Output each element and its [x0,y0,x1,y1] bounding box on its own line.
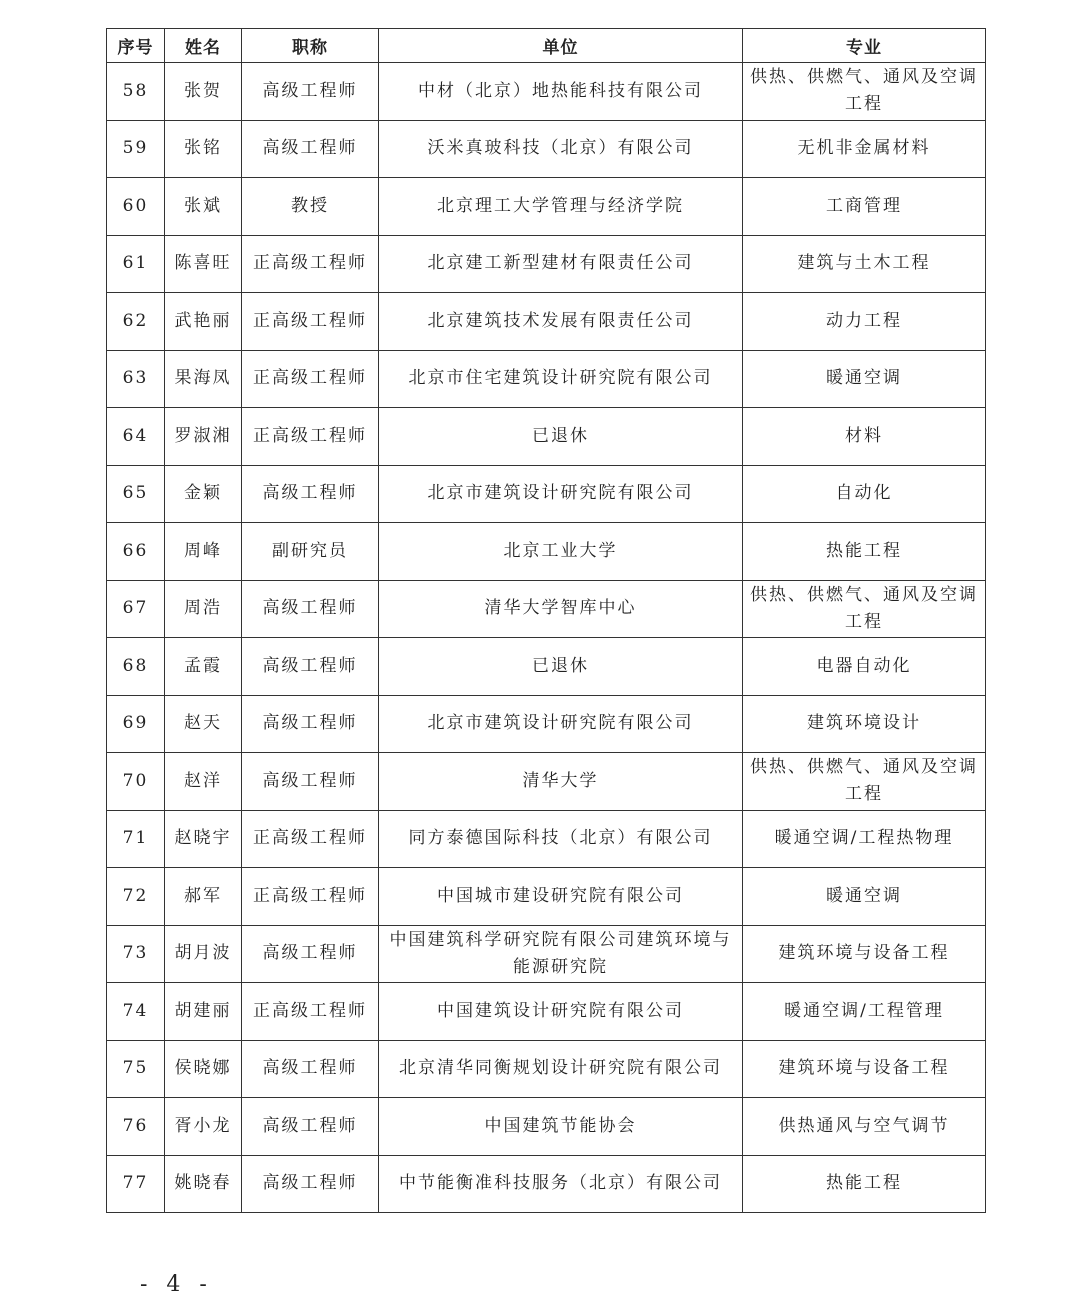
table-row [107,235,986,293]
table-row [107,753,986,811]
cell-no: 77 [107,1155,165,1213]
table-row [107,465,986,523]
cell-major: 热能工程 [743,1155,986,1213]
cell-name: 周峰 [165,523,242,581]
cell-major: 无机非金属材料 [743,120,986,178]
cell-major: 供热、供燃气、通风及空调工程 [743,63,986,121]
cell-unit: 北京市建筑设计研究院有限公司 [379,465,743,523]
cell-no: 76 [107,1098,165,1156]
table-row [107,1155,986,1213]
cell-unit: 清华大学 [379,753,743,811]
cell-unit: 沃米真玻科技（北京）有限公司 [379,120,743,178]
cell-major: 动力工程 [743,293,986,351]
cell-unit: 北京工业大学 [379,523,743,581]
cell-title: 正高级工程师 [242,868,379,926]
cell-major: 暖通空调 [743,350,986,408]
cell-no: 67 [107,580,165,638]
cell-unit: 北京市住宅建筑设计研究院有限公司 [379,350,743,408]
cell-title: 高级工程师 [242,1098,379,1156]
cell-name: 果海凤 [165,350,242,408]
cell-major: 暖通空调 [743,868,986,926]
cell-name: 赵天 [165,695,242,753]
cell-major: 材料 [743,408,986,466]
table-row [107,868,986,926]
cell-no: 70 [107,753,165,811]
cell-major: 供热通风与空气调节 [743,1098,986,1156]
cell-no: 62 [107,293,165,351]
cell-no: 71 [107,810,165,868]
cell-name: 周浩 [165,580,242,638]
cell-title: 教授 [242,178,379,236]
cell-no: 72 [107,868,165,926]
cell-no: 58 [107,63,165,121]
header-unit: 单位 [379,29,743,63]
cell-no: 59 [107,120,165,178]
table-row [107,638,986,696]
table-row [107,580,986,638]
cell-name: 孟霞 [165,638,242,696]
cell-name: 胡建丽 [165,983,242,1041]
cell-no: 65 [107,465,165,523]
table-body [107,63,986,1213]
cell-no: 63 [107,350,165,408]
table-row [107,350,986,408]
cell-title: 高级工程师 [242,638,379,696]
cell-no: 66 [107,523,165,581]
cell-title: 正高级工程师 [242,235,379,293]
cell-major: 暖通空调/工程管理 [743,983,986,1041]
cell-title: 正高级工程师 [242,408,379,466]
header-no: 序号 [107,29,165,63]
cell-name: 姚晓春 [165,1155,242,1213]
cell-title: 高级工程师 [242,580,379,638]
cell-title: 正高级工程师 [242,983,379,1041]
cell-title: 高级工程师 [242,753,379,811]
cell-name: 金颖 [165,465,242,523]
header-title: 职称 [242,29,379,63]
cell-major: 工商管理 [743,178,986,236]
cell-name: 胡月波 [165,925,242,983]
cell-title: 高级工程师 [242,925,379,983]
cell-major: 供热、供燃气、通风及空调工程 [743,753,986,811]
cell-no: 75 [107,1040,165,1098]
cell-name: 陈喜旺 [165,235,242,293]
cell-title: 正高级工程师 [242,350,379,408]
header-major: 专业 [743,29,986,63]
cell-no: 73 [107,925,165,983]
cell-name: 武艳丽 [165,293,242,351]
cell-unit: 中国建筑科学研究院有限公司建筑环境与能源研究院 [379,925,743,983]
table-header-row [107,29,986,63]
table-row [107,810,986,868]
cell-title: 正高级工程师 [242,293,379,351]
cell-name: 胥小龙 [165,1098,242,1156]
cell-major: 热能工程 [743,523,986,581]
cell-name: 张斌 [165,178,242,236]
cell-title: 高级工程师 [242,63,379,121]
cell-name: 赵洋 [165,753,242,811]
cell-title: 高级工程师 [242,465,379,523]
cell-major: 暖通空调/工程热物理 [743,810,986,868]
cell-name: 张贺 [165,63,242,121]
cell-no: 60 [107,178,165,236]
cell-title: 高级工程师 [242,695,379,753]
cell-unit: 中材（北京）地热能科技有限公司 [379,63,743,121]
cell-unit: 已退休 [379,408,743,466]
cell-major: 供热、供燃气、通风及空调工程 [743,580,986,638]
cell-title: 正高级工程师 [242,810,379,868]
cell-title: 高级工程师 [242,1040,379,1098]
table-row [107,523,986,581]
cell-no: 64 [107,408,165,466]
cell-major: 建筑环境设计 [743,695,986,753]
table-row [107,695,986,753]
table-row [107,293,986,351]
cell-name: 罗淑湘 [165,408,242,466]
table-row [107,408,986,466]
cell-unit: 北京建工新型建材有限责任公司 [379,235,743,293]
table-row [107,178,986,236]
cell-unit: 已退休 [379,638,743,696]
cell-no: 69 [107,695,165,753]
cell-unit: 中节能衡准科技服务（北京）有限公司 [379,1155,743,1213]
cell-unit: 中国城市建设研究院有限公司 [379,868,743,926]
cell-major: 建筑与土木工程 [743,235,986,293]
cell-no: 74 [107,983,165,1041]
table-row [107,1040,986,1098]
cell-unit: 清华大学智库中心 [379,580,743,638]
expert-roster-table [106,28,986,1213]
cell-title: 副研究员 [242,523,379,581]
cell-major: 建筑环境与设备工程 [743,1040,986,1098]
cell-unit: 中国建筑节能协会 [379,1098,743,1156]
table-row [107,925,986,983]
cell-name: 郝军 [165,868,242,926]
cell-major: 电器自动化 [743,638,986,696]
header-name: 姓名 [165,29,242,63]
cell-unit: 北京理工大学管理与经济学院 [379,178,743,236]
cell-unit: 北京清华同衡规划设计研究院有限公司 [379,1040,743,1098]
cell-name: 侯晓娜 [165,1040,242,1098]
table-row [107,63,986,121]
cell-title: 高级工程师 [242,1155,379,1213]
table-row [107,120,986,178]
page-number: - 4 - [140,1272,213,1297]
cell-major: 建筑环境与设备工程 [743,925,986,983]
cell-name: 赵晓宇 [165,810,242,868]
cell-unit: 北京建筑技术发展有限责任公司 [379,293,743,351]
cell-no: 68 [107,638,165,696]
cell-major: 自动化 [743,465,986,523]
cell-title: 高级工程师 [242,120,379,178]
cell-unit: 中国建筑设计研究院有限公司 [379,983,743,1041]
cell-name: 张铭 [165,120,242,178]
cell-unit: 同方泰德国际科技（北京）有限公司 [379,810,743,868]
cell-no: 61 [107,235,165,293]
table-row [107,983,986,1041]
cell-unit: 北京市建筑设计研究院有限公司 [379,695,743,753]
table-row [107,1098,986,1156]
